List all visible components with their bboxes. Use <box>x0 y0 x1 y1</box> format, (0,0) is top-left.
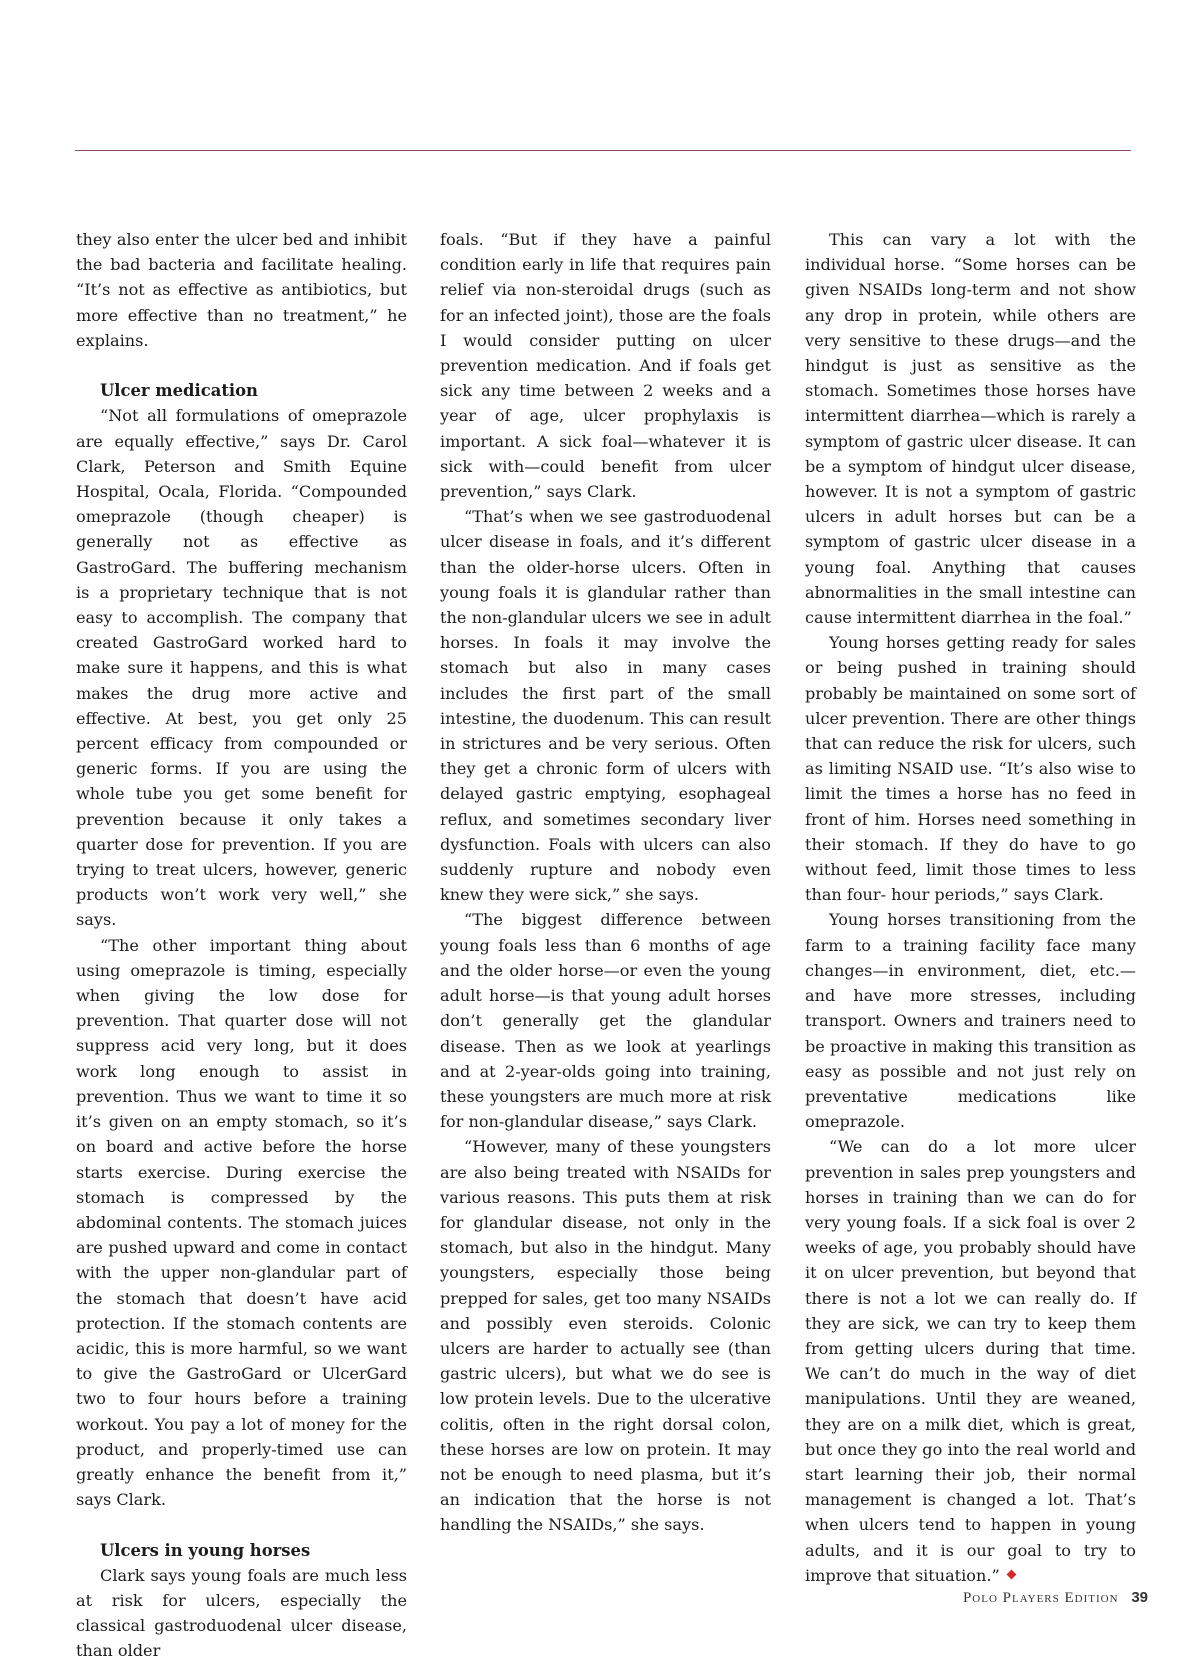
paragraph: “Not all formulations of omeprazole are equally effective,” says Dr. Carol Clark, Peterson and Smith Equine Hospital, Ocala, Florida. “Compounded omeprazole (though cheaper) is generally not as effective as GastroGard. The buffering mechanism is a proprietary technique that is not easy to accomplish. The company that created GastroGard worked hard to make sure it happens, and this is what makes the drug more active and effective. At best, you get only 25 percent efficacy from compounded or generic forms. If you are using the whole tube you get some benefit for prevention because it only takes a quarter dose for prevention. If you are trying to treat ulcers, however, generic products won’t work very well,” she says. <box>76 406 407 930</box>
paragraph: foals. “But if they have a painful condition early in life that requires pain relief via non-steroidal drugs (such as for an infected joint), those are the foals I would consider putting on ulcer prevention medication. And if foals get sick any time between 2 weeks and a year of age, ulcer prophylaxis is important. A sick foal—whatever it is sick with—could benefit from ulcer prevention,” says Clark. <box>440 230 771 502</box>
page-footer <box>963 1589 1148 1607</box>
end-of-article-diamond-icon <box>1006 1569 1016 1579</box>
header-rule <box>75 150 1131 151</box>
paragraph: Young horses getting ready for sales or being pushed in training should probably be maintained on some sort of ulcer prevention. There are other things that can reduce the risk for ulcers, such as limiting NSAID use. “It’s also wise to limit the times a horse has no feed in front of him. Horses need something in their stomach. If they do have to go without feed, limit those times to less than four- hour periods,” says Clark. <box>805 633 1136 905</box>
paragraph: they also enter the ulcer bed and inhibit the bad bacteria and facilitate healing. “It’s not as effective as antibiotics, but more effective than no treatment,” he explains. <box>76 230 407 350</box>
paragraph: “The other important thing about using omeprazole is timing, especially when giving the low dose for prevention. That quarter dose will not suppress acid very long, but it does work long enough to assist in prevention. Thus we want to time it so it’s given on an empty stomach, so it’s on board and active before the horse starts exercise. During exercise the stomach is compressed by the abdominal contents. The stomach juices are pushed upward and come in contact with the upper non-glandular part of the stomach that doesn’t have acid protection. If the stomach contents are acidic, this is more harmful, so we want to give the GastroGard or UlcerGard two to four hours before a training workout. You pay a lot of money for the product, and properly-timed use can greatly enhance the benefit from it,” says Clark. <box>76 935 407 1510</box>
paragraph: Young horses transitioning from the farm to a training facility face many changes—in environment, diet, etc.—and have more stresses, including transport. Owners and trainers need to be proactive in making this transition as easy as possible and not just rely on preventative medications like omeprazole. <box>805 910 1136 1132</box>
section-heading-ulcers-young-horses: Ulcers in young horses <box>100 1540 311 1560</box>
paragraph-text: “We can do a lot more ulcer prevention in sales prep youngsters and horses in training than we can do for very young foals. If a sick foal is over 2 weeks of age, you probably should have it on ulcer prevention, but beyond that there is not a lot we can really do. If they are sick, we can try to keep them from getting ulcers during that time. We can’t do much in the way of diet manipulations. Until they are weaned, they are on a milk diet, which is great, but once they go into the real world and start learning their job, their normal management is changed a lot. That’s when ulcers tend to happen in young adults, and it is our goal to try to improve that situation.” <box>805 1137 1136 1585</box>
article-column-2 <box>440 227 771 1538</box>
paragraph: Clark says young foals are much less at risk for ulcers, especially the classical gastroduodenal ulcer disease, than older <box>76 1565 407 1661</box>
article-column-3 <box>805 227 1136 1588</box>
paragraph: “However, many of these youngsters are also being treated with NSAIDs for various reasons. This puts them at risk for glandular disease, not only in the stomach, but also in the hindgut. Many youngsters, especially those being prepped for sales, get too many NSAIDs and possibly even steroids. Colonic ulcers are harder to actually see (than gastric ulcers), but what we do see is low protein levels. Due to the ulcerative colitis, often in the right dorsal colon, these horses are low on protein. It may not be enough to need plasma, but it’s an indication that the horse is not handling the NSAIDs,” she says. <box>440 1137 771 1535</box>
publication-name: Polo Players Edition <box>962 1590 1119 1606</box>
paragraph: “That’s when we see gastroduodenal ulcer disease in foals, and it’s different than the older-horse ulcers. Often in young foals it is glandular rather than the non-glandular ulcers we see in adult horses. In foals it may involve the stomach but also in many cases includes the first part of the small intestine, the duodenum. This can result in strictures and be very serious. Often they get a chronic form of ulcers with delayed gastric emptying, esophageal reflux, and sometimes secondary liver dysfunction. Foals with ulcers can also suddenly rupture and nobody even knew they were sick,” she says. <box>440 507 771 905</box>
page-number: 39 <box>1131 1589 1148 1606</box>
paragraph: This can vary a lot with the individual horse. “Some horses can be given NSAIDs long-term and not show any drop in protein, while others are very sensitive to these drugs—and the hindgut is just as sensitive as the stomach. Sometimes those horses have intermittent diarrhea—which is rarely a symptom of gastric ulcer disease. It can be a symptom of hindgut ulcer disease, however. It is not a symptom of gastric ulcers in adult horses but can be a symptom of gastric ulcer disease in a young foal. Anything that causes abnormalities in the small intestine can cause intermittent diarrhea in the foal.” <box>805 230 1136 628</box>
section-heading-ulcer-medication: Ulcer medication <box>100 381 258 401</box>
final-paragraph <box>805 1134 1136 1588</box>
article-column-1 <box>76 227 407 1664</box>
paragraph: “The biggest difference between young foals less than 6 months of age and the older horse—or even the young adult horse—is that young adult horses don’t generally get the glandular disease. Then as we look at yearlings and at 2-year-olds going into training, these youngsters are much more at risk for non-glandular disease,” says Clark. <box>440 910 771 1132</box>
